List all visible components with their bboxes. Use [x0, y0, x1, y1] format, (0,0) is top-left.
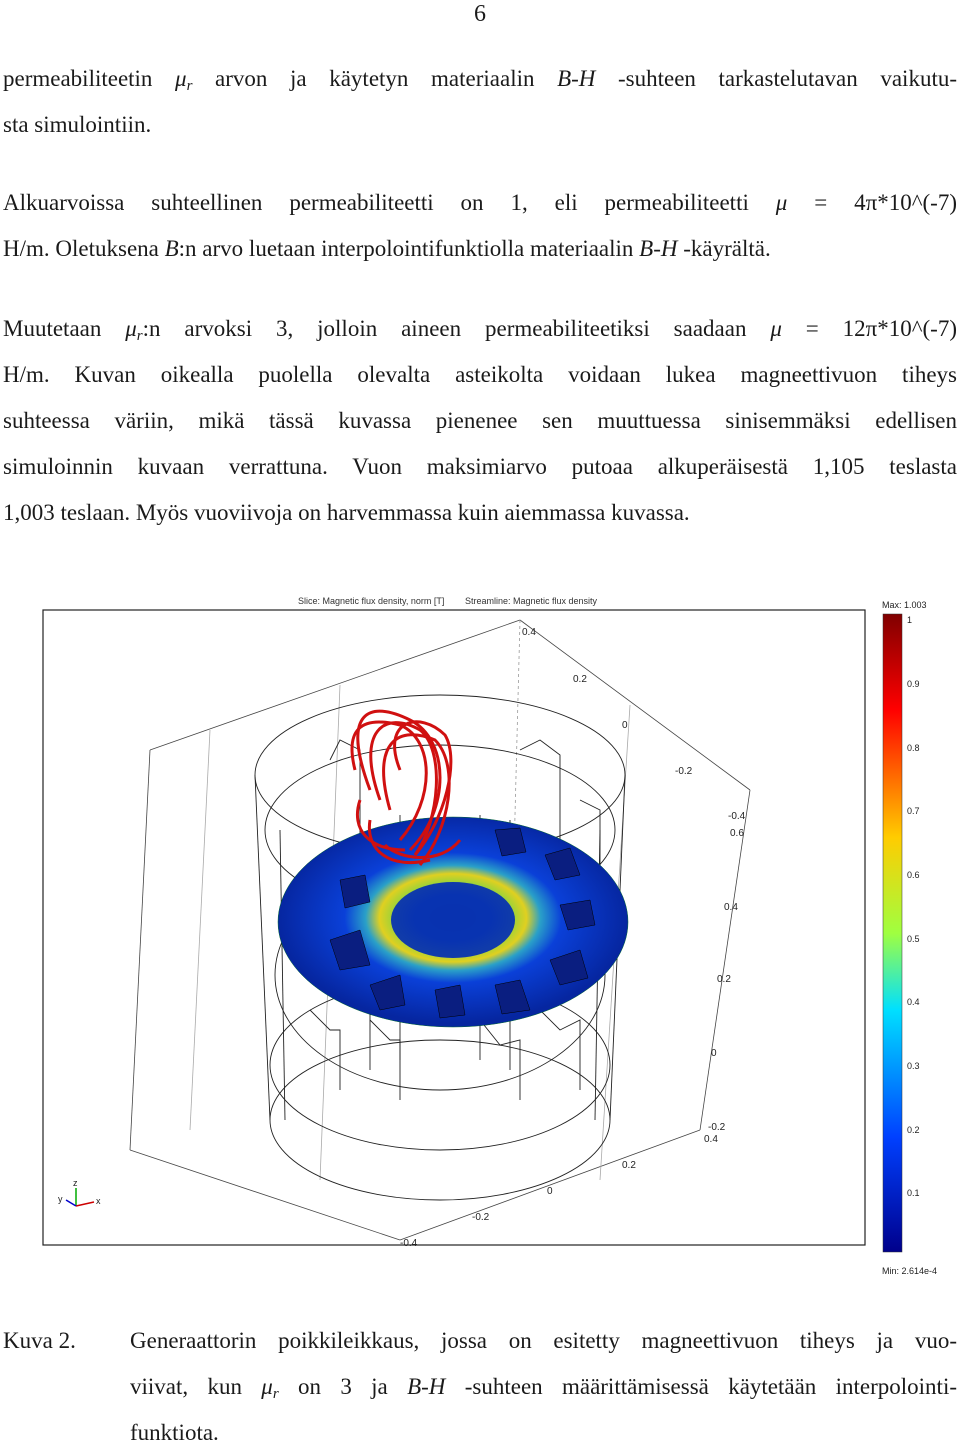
caption-line-2: viivat, kun $\mu_r$ on 3 ja B-H -suhteen määrittämisessä käytetään interpolointi- — [130, 1374, 957, 1402]
mu-symbol: μ — [770, 316, 782, 341]
cb-tick-5: 0.6 — [907, 870, 920, 880]
paragraph-3-line-1: Muutetaan $\mu_r:n$ arvoksi 3, jolloin aineen permeabiliteetiksi saadaan μ = 12π*10^(-7) — [3, 316, 958, 344]
tick-right-3: 0.2 — [717, 974, 731, 985]
cb-tick-8: 0.3 — [907, 1061, 920, 1071]
colorbar — [883, 614, 902, 1252]
tick-top-4: -0.2 — [675, 766, 693, 777]
rotor-core — [391, 882, 515, 958]
mu-symbol: μ — [261, 1374, 273, 1399]
cb-tick-6: 0.5 — [907, 934, 920, 944]
mu-subscript: r — [186, 78, 193, 94]
mu-symbol: μ — [775, 190, 788, 215]
colorbar-min: Min: 2.614e-4 — [882, 1266, 938, 1276]
triad-x: x — [96, 1196, 101, 1206]
paragraph-3-line-5: 1,003 teslaan. Myös vuoviivoja on harvemmassa kuin aiemmassa kuvassa. — [3, 500, 690, 525]
page-number: 6 — [474, 1, 486, 27]
triad-z: z — [73, 1178, 78, 1188]
tick-bottom-2: 0.2 — [622, 1160, 636, 1171]
tick-bottom-1: 0.4 — [704, 1134, 718, 1145]
cb-tick-3: 0.8 — [907, 743, 920, 753]
tick-bottom-4: -0.2 — [472, 1212, 490, 1223]
paragraph-2-line-2: H/m. Oletuksena B:n arvo luetaan interpolointifunktiolla materiaalin B-H -käyrältä. — [3, 236, 771, 261]
tick-right-4: 0 — [711, 1048, 717, 1059]
caption-label: Kuva 2. — [3, 1328, 76, 1353]
tick-right-2: 0.4 — [724, 902, 738, 913]
mu-subscript: r — [272, 1386, 279, 1402]
caption-line-3: funktiota. — [130, 1420, 219, 1445]
caption-text — [130, 1318, 957, 1456]
italic-symbol: B-H — [407, 1374, 446, 1399]
cb-tick-2: 0.9 — [907, 679, 920, 689]
paragraph-2-line-1: Alkuarvoissa suhteellinen permeabiliteetti on 1, eli permeabiliteetti μ = 4π*10^(-7) — [3, 190, 958, 215]
cb-tick-7: 0.4 — [907, 997, 920, 1007]
tick-top-3: 0 — [622, 720, 628, 731]
triad-y: y — [58, 1194, 63, 1204]
tick-top-1: 0.4 — [522, 627, 536, 638]
colorbar-ticks — [907, 615, 920, 1198]
paragraph-2 — [3, 180, 957, 272]
paragraph-3-line-4: simuloinnin kuvaan verrattuna. Vuon maksimiarvo putoaa alkuperäisestä 1,105 teslasta — [3, 454, 957, 479]
paragraph-1-line-2: sta simulointiin. — [3, 112, 152, 137]
figure-title-streamline: Streamline: Magnetic flux density — [465, 596, 598, 606]
cb-tick-1: 1 — [907, 615, 913, 625]
caption-line-1: Generaattorin poikkileikkaus, jossa on esitetty magneettivuon tiheys ja vuo- — [130, 1328, 957, 1353]
figure-simulation — [40, 590, 940, 1280]
italic-symbol: B-H — [639, 236, 678, 261]
cb-tick-9: 0.2 — [907, 1125, 920, 1135]
mu-symbol: μ — [175, 66, 187, 91]
italic-symbol: B — [164, 236, 179, 261]
cb-tick-4: 0.7 — [907, 806, 920, 816]
paragraph-1 — [3, 56, 957, 148]
tick-bottom-3: 0 — [547, 1186, 553, 1197]
tick-right-5: -0.2 — [708, 1122, 726, 1133]
tick-top-5: -0.4 — [728, 811, 746, 822]
tick-bottom-5: -0.4 — [400, 1238, 418, 1249]
colorbar-max: Max: 1.003 — [882, 600, 927, 610]
italic-symbol: B-H — [557, 66, 596, 91]
figure-title-slice: Slice: Magnetic flux density, norm [T] — [298, 596, 445, 606]
tick-top-2: 0.2 — [573, 674, 587, 685]
paragraph-3-line-2: H/m. Kuvan oikealla puolella olevalta asteikolta voidaan lukea magneettivuon tiheys — [3, 362, 957, 387]
paragraph-1-line-1: permeabiliteetin $\mu_r$ arvon ja käytetyn materiaalin B-H -suhteen tarkastelutavan vaikutu- — [3, 66, 958, 94]
paragraph-3 — [3, 306, 957, 536]
cb-tick-10: 0.1 — [907, 1188, 920, 1198]
mu-symbol: μ — [125, 316, 137, 341]
paragraph-3-line-3: suhteessa väriin, mikä tässä kuvassa pienenee sen muuttuessa sinisemmäksi edellisen — [3, 408, 957, 433]
mu-subscript: r — [136, 328, 143, 344]
tick-right-1: 0.6 — [730, 828, 744, 839]
